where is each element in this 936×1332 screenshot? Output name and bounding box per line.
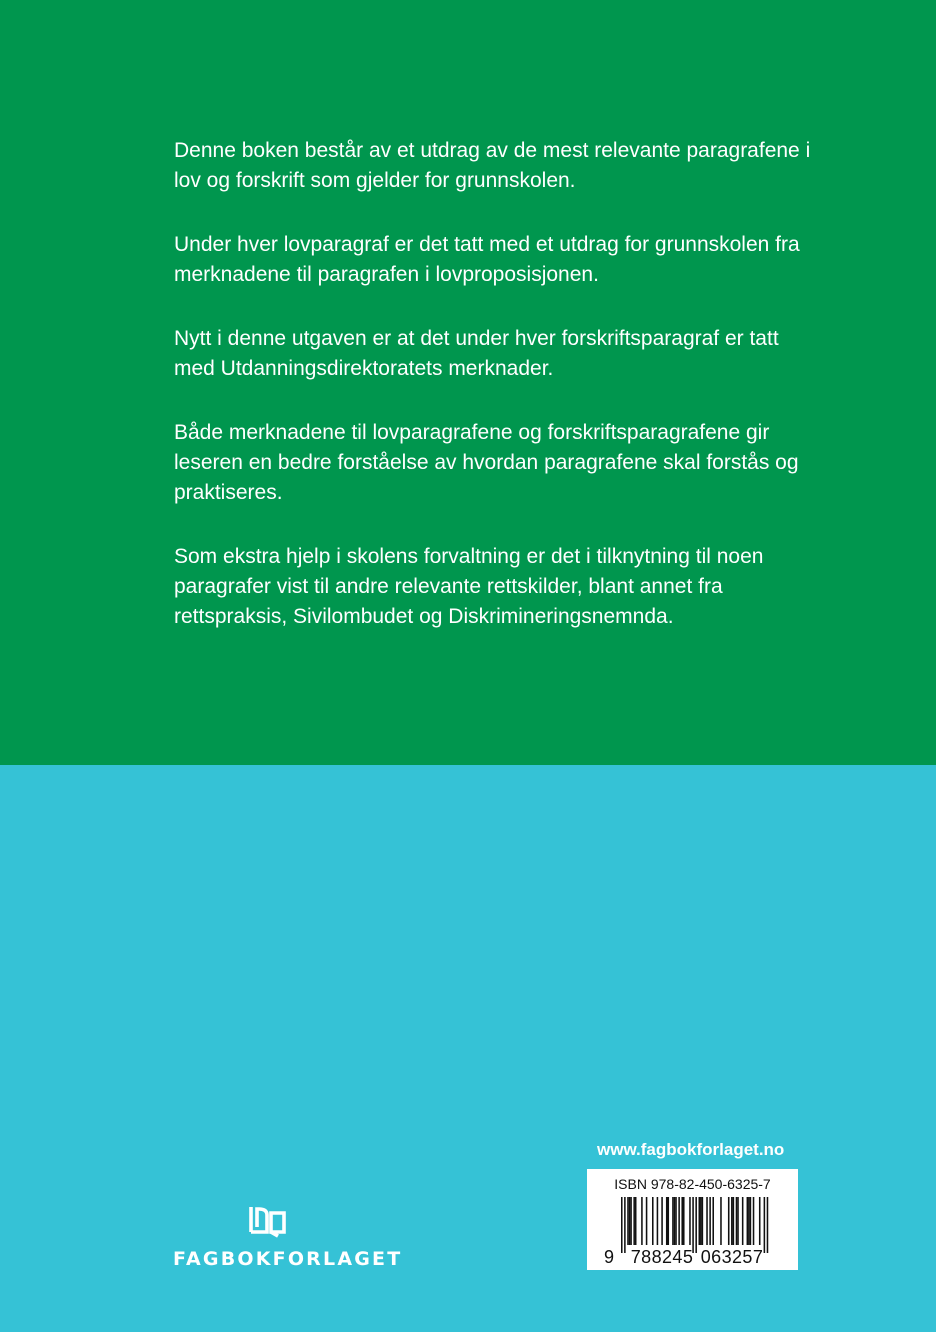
- barcode-bar: [692, 1197, 694, 1253]
- barcode-bar: [695, 1197, 697, 1253]
- barcode-bar: [750, 1197, 752, 1245]
- barcode-bar: [652, 1197, 654, 1245]
- barcode-bar: [767, 1197, 769, 1253]
- publisher-name: FAGBOKFORLAGET: [173, 1248, 403, 1270]
- blurb-paragraph-3: Nytt i denne utgaven er at det under hver forskriftsparagraf er tatt med Utdanningsdirektoratets merknader.: [174, 327, 779, 380]
- barcode-bar: [712, 1197, 714, 1245]
- barcode-bar: [646, 1197, 648, 1245]
- barcode-bar: [674, 1197, 676, 1245]
- barcode-bar: [753, 1197, 755, 1245]
- barcode-right-digits: 063257: [700, 1247, 764, 1267]
- barcode-bar: [683, 1197, 685, 1245]
- barcode-bar: [728, 1197, 730, 1245]
- barcode-bar: [675, 1197, 677, 1245]
- barcode-bar: [678, 1197, 680, 1245]
- barcode-bar: [630, 1197, 632, 1245]
- publisher-logo: [173, 1205, 403, 1275]
- barcode-bar: [742, 1197, 744, 1245]
- blurb-paragraph-4: Både merknadene til lovparagrafene og forskriftsparagrafene gir leseren en bedre forståelse av hvordan paragrafene skal forstås og praktiseres.: [174, 421, 799, 504]
- barcode-bar: [635, 1197, 637, 1245]
- barcode-bar: [764, 1197, 766, 1253]
- barcode-bar: [731, 1197, 733, 1245]
- barcode-bar: [720, 1197, 722, 1245]
- barcode-bar: [621, 1197, 623, 1253]
- barcode-bar: [629, 1197, 631, 1245]
- barcode-bar: [624, 1197, 626, 1253]
- barcode-bar: [747, 1197, 749, 1245]
- publisher-website-link[interactable]: www.fagbokforlaget.no: [597, 1140, 785, 1159]
- barcode-lead-digit: 9: [603, 1247, 615, 1267]
- isbn-label: ISBN 978-82-450-6325-7: [614, 1176, 771, 1192]
- barcode-bar: [666, 1197, 668, 1245]
- barcode-bar: [672, 1197, 674, 1245]
- barcode-bar: [700, 1197, 702, 1245]
- barcode-bars: [587, 1169, 798, 1270]
- barcode-bar: [633, 1197, 635, 1245]
- blurb-paragraph-1: Denne boken består av et utdrag av de mest relevante paragrafene i lov og forskrift som gjelder for grunnskolen.: [174, 139, 811, 192]
- barcode-bar: [668, 1197, 670, 1245]
- barcode-bar: [748, 1197, 750, 1245]
- barcode-bar: [627, 1197, 629, 1245]
- barcode-bar: [733, 1197, 735, 1245]
- isbn-barcode: [587, 1169, 798, 1270]
- barcode-bar: [689, 1197, 691, 1245]
- barcode-bar: [641, 1197, 643, 1245]
- blurb-paragraph-5: Som ekstra hjelp i skolens forvaltning er det i tilknytning til noen paragrafer vist til andre relevante rettskilder, blant annet fra rettspraksis, Sivilombudet og Diskrimineringsnemnda.: [174, 545, 764, 628]
- barcode-bar: [709, 1197, 711, 1245]
- barcode-bar: [706, 1197, 708, 1245]
- barcode-bar: [737, 1197, 739, 1245]
- barcode-bar: [657, 1197, 659, 1245]
- barcode-bar: [681, 1197, 683, 1245]
- barcode-bar: [759, 1197, 761, 1245]
- barcode-bar: [699, 1197, 701, 1245]
- barcode-bar: [736, 1197, 738, 1245]
- back-cover-blurb: [174, 136, 814, 666]
- open-book-icon: [248, 1205, 290, 1239]
- barcode-bar: [702, 1197, 704, 1245]
- barcode-bar: [661, 1197, 663, 1245]
- barcode-left-digits: 788245: [630, 1247, 694, 1267]
- blurb-paragraph-2: Under hver lovparagraf er det tatt med et utdrag for grunnskolen fra merknadene til paragrafen i lovproposisjonen.: [174, 233, 800, 286]
